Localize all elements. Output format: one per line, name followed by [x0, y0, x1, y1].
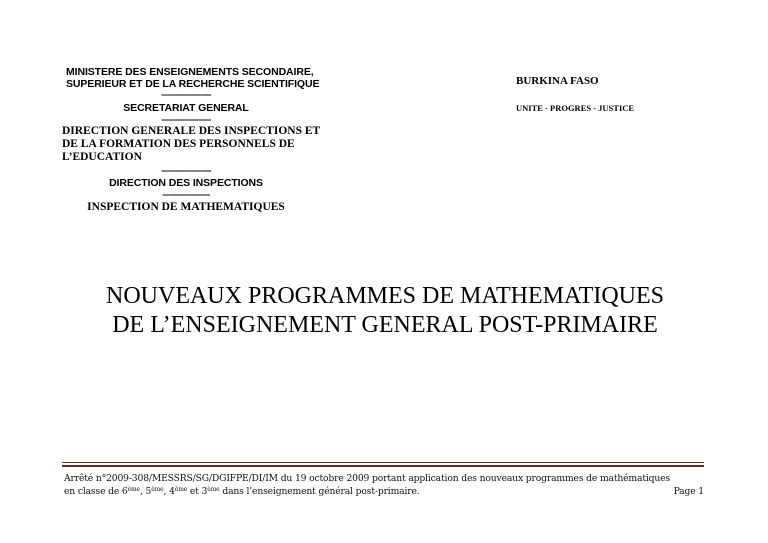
ministry-name-line1: MINISTERE DES ENSEIGNEMENTS SECONDAIRE,	[66, 66, 314, 78]
footer-rule-thin	[62, 462, 704, 463]
footer-class-6: en classe de 6	[64, 486, 128, 497]
footer-rule-thick	[62, 465, 704, 467]
direction-generale-line1: DIRECTION GENERALE DES INSPECTIONS ET	[62, 125, 321, 137]
ministry-name-line2: SUPERIEUR ET DE LA RECHERCHE SCIENTIFIQUE	[66, 78, 320, 90]
footer-sup-6: ème	[127, 486, 140, 493]
national-motto: UNITE - PROGRES - JUSTICE	[516, 103, 635, 113]
footer-class-5: , 5	[139, 486, 152, 497]
separator-1: ------------------------	[161, 90, 211, 99]
direction-generale-line2: DE LA FORMATION DES PERSONNELS DE	[62, 138, 295, 150]
country-name: BURKINA FASO	[516, 75, 599, 87]
separator-2: ------------------------	[161, 115, 211, 124]
separator-3: ------------------------	[161, 166, 211, 175]
footer-class-4: , 4	[163, 486, 175, 497]
secretariat-general: SECRETARIAT GENERAL	[123, 102, 249, 114]
direction-inspections: DIRECTION DES INSPECTIONS	[109, 177, 263, 189]
footer-sup-3: ème	[207, 486, 220, 493]
separator-4: -----------------------	[162, 190, 210, 199]
footer-decree-line2	[64, 485, 704, 498]
footer-sup-4: ème	[174, 486, 188, 493]
footer-decree-line1: Arrêté n°2009-308/MESSRS/SG/DGIFPE/DI/IM du 19 octobre 2009 portant application des nouveaux programmes de mathématiques	[64, 473, 670, 484]
footer-sup-5: ème	[151, 486, 164, 493]
document-title-line2: DE L’ENSEIGNEMENT GENERAL POST-PRIMAIRE	[112, 312, 658, 338]
page-number: Page 1	[673, 486, 704, 497]
direction-generale-line3: L’EDUCATION	[62, 151, 142, 163]
footer	[64, 472, 704, 498]
inspection-mathematiques: INSPECTION DE MATHEMATIQUES	[87, 201, 285, 213]
document-title-line1: NOUVEAUX PROGRAMMES DE MATHEMATIQUES	[105, 283, 665, 309]
footer-class-3: et 3	[187, 486, 208, 497]
footer-decree-suffix: dans l’enseignement général post-primaire.	[219, 486, 420, 497]
